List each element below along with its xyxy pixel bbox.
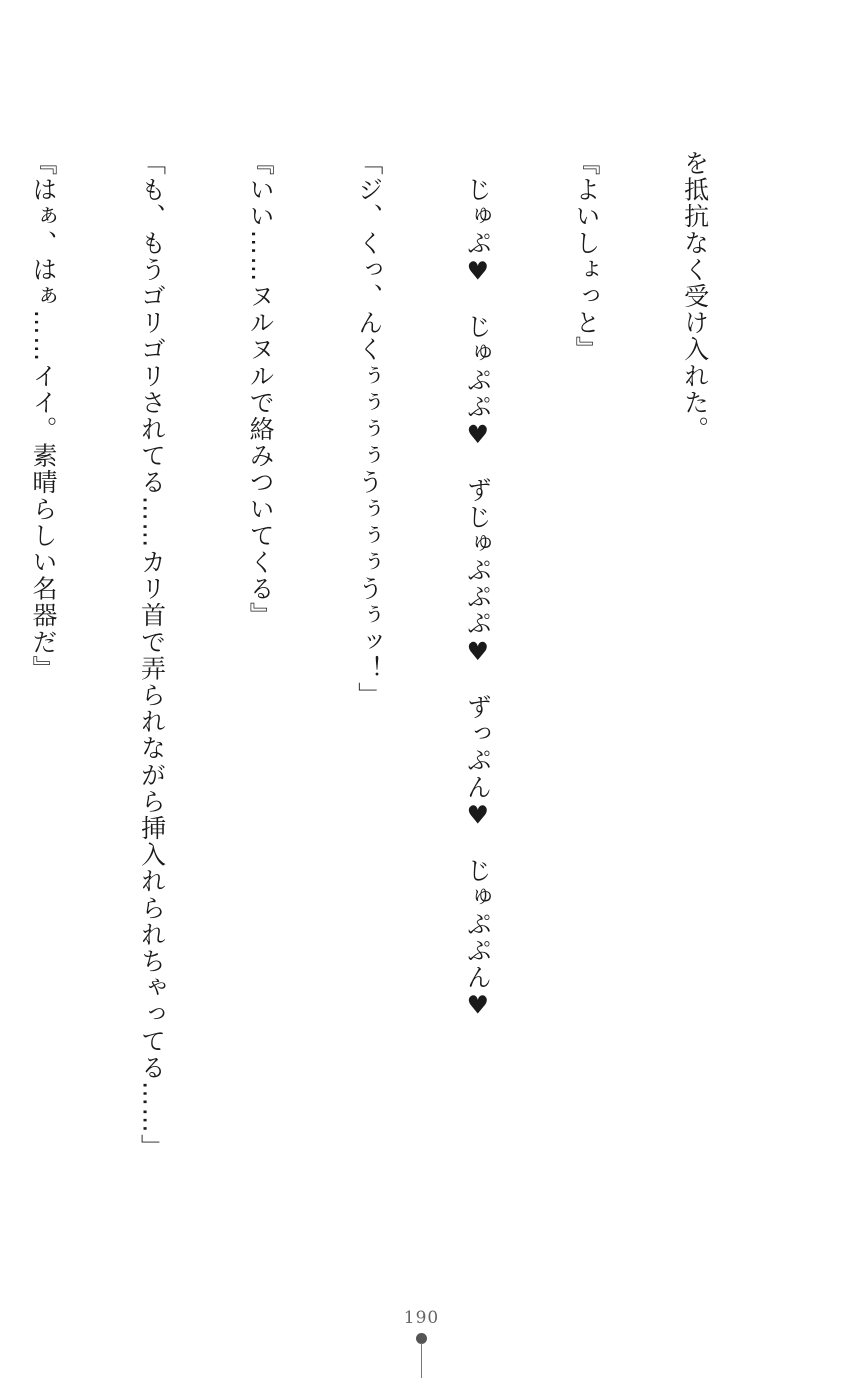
text-line: を抵抗なく受け入れた。 [680, 150, 710, 443]
text-line: 「も、もうゴリゴリされてる……カリ首で弄られながら挿入れられちゃってる……」 [137, 150, 167, 1161]
text-line: 『よいしょっと』 [571, 150, 601, 363]
page-number: 190 [403, 1308, 440, 1328]
vertical-text-body [28, 150, 785, 1260]
page-marker-line [421, 1343, 422, 1378]
text-line: 『はぁ、はぁ……イイ。素晴らしい名器だ』 [28, 150, 58, 682]
text-line: 「ジ、くっ、んくぅぅぅぅうぅぅぅうぅッ！」 [354, 150, 384, 709]
text-line: じゅぷ♥ じゅぷぷ♥ ずじゅぷぷぷ♥ ずっぷん♥ じゅぷぷん♥ [463, 150, 493, 1022]
text-line: 『いい……ヌルヌルで絡みついてくる』 [246, 150, 276, 629]
